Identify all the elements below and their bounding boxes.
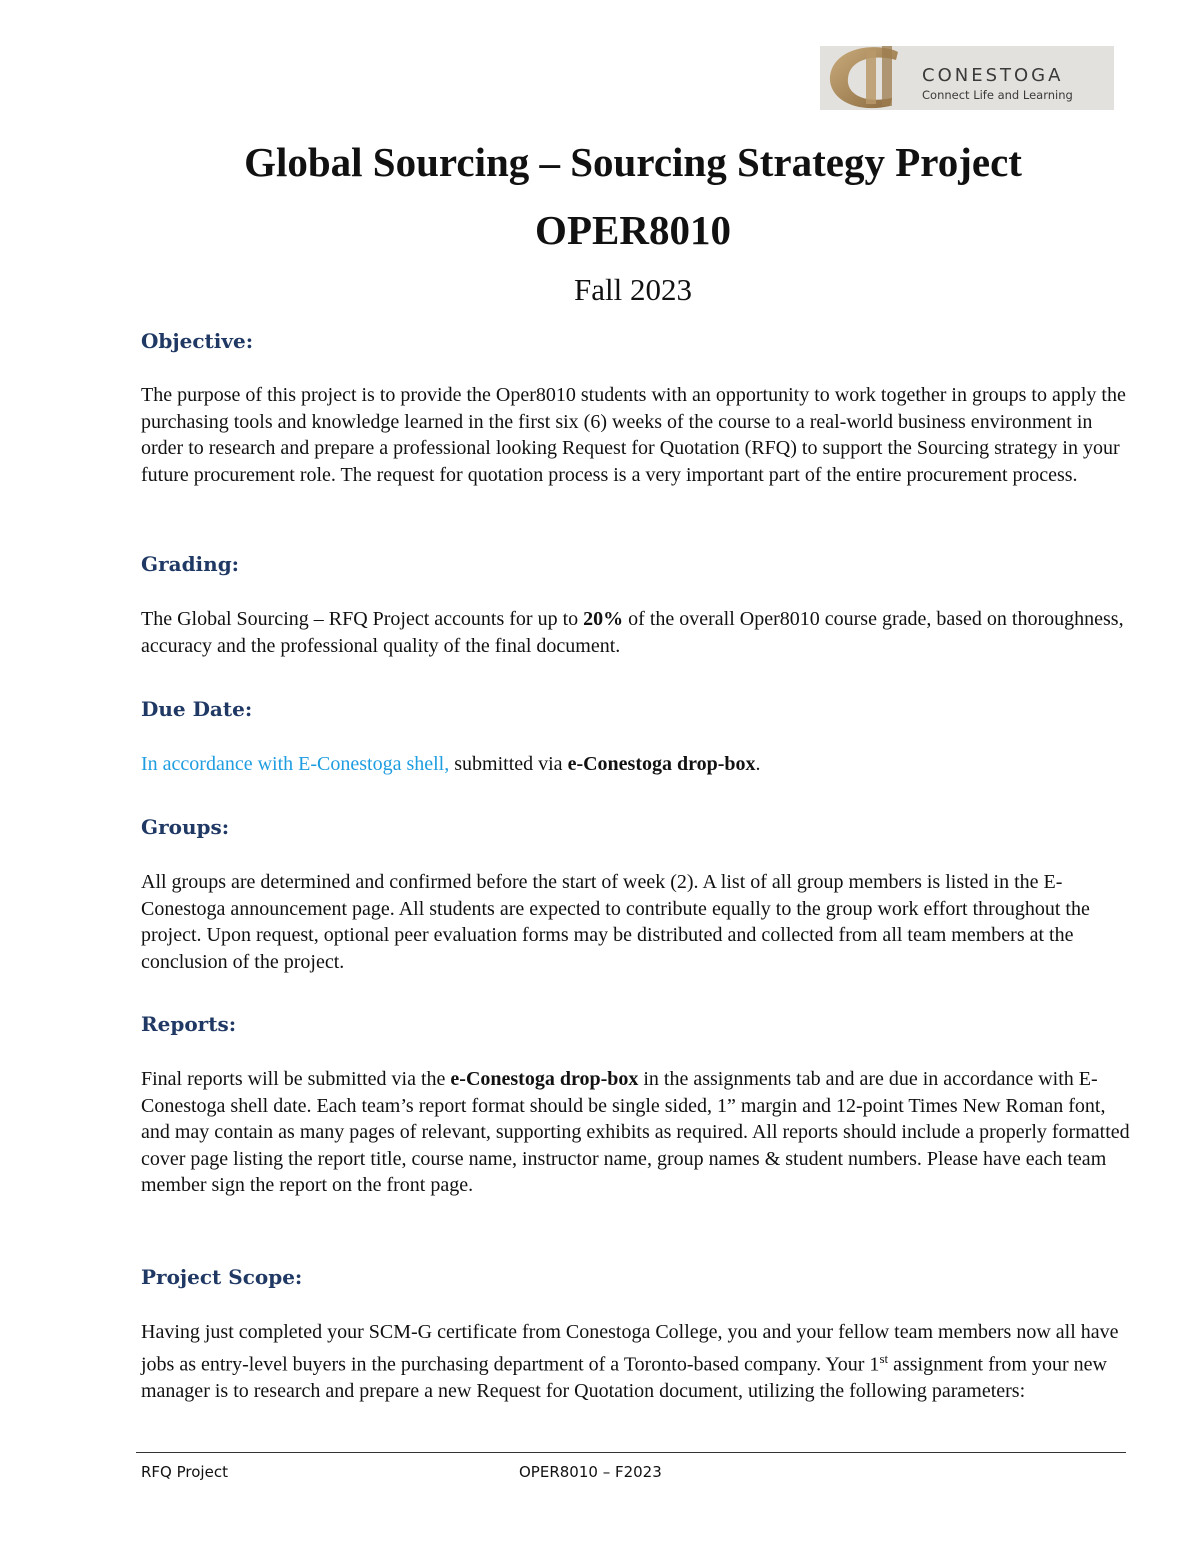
objective-paragraph: The purpose of this project is to provide the Oper8010 students with an opportunity to work together in groups to apply the purchasing tools and knowledge learned in the first six (6) weeks of the course to a real-world business environment in order to research and prepare a professional looking Request for Quotation (RFQ) to support the Sourcing strategy in your future procurement role. The request for quotation process is a very important part of the entire procurement process. xyxy=(141,384,1126,486)
grading-heading: Grading: xyxy=(141,552,240,576)
scope-text-after: assignment from your new manager is to research and prepare a new Request for Quotation document, utilizing the following parameters: xyxy=(141,1353,1107,1402)
scope-superscript: st xyxy=(879,1350,889,1366)
reports-paragraph xyxy=(141,1066,1131,1199)
reports-dropbox: e-Conestoga drop-box xyxy=(450,1068,639,1090)
document-title: Global Sourcing – Sourcing Strategy Project xyxy=(244,139,1022,185)
due-date-middle: submitted via xyxy=(449,753,568,775)
footer-divider xyxy=(136,1452,1126,1453)
logo-name: CONESTOGA xyxy=(922,65,1064,86)
logo-tagline: Connect Life and Learning xyxy=(922,88,1073,102)
due-date-dropbox: e-Conestoga drop-box xyxy=(567,753,756,775)
objective-heading: Objective: xyxy=(141,329,254,353)
course-code: OPER8010 xyxy=(535,207,731,253)
project-scope-heading: Project Scope: xyxy=(141,1265,303,1289)
groups-heading: Groups: xyxy=(141,815,230,839)
grading-text-after: of the overall Oper8010 course grade, based on thoroughness, accuracy and the professional quality of the final document. xyxy=(141,608,1124,657)
grading-text-before: The Global Sourcing – RFQ Project accounts for up to xyxy=(141,608,584,630)
footer-center: OPER8010 – F2023 xyxy=(519,1463,662,1481)
conestoga-c-logo-icon xyxy=(820,46,920,110)
reports-heading: Reports: xyxy=(141,1012,237,1036)
groups-paragraph: All groups are determined and confirmed before the start of week (2). A list of all group members is listed in the E-Conestoga announcement page. All students are expected to contribute equally to the group work effort throughout the project. Upon request, optional peer evaluation forms may be distributed and collected from all team members at the conclusion of the project. xyxy=(141,871,1090,973)
project-scope-paragraph xyxy=(141,1319,1131,1404)
grading-percent: 20% xyxy=(583,608,624,630)
conestoga-logo xyxy=(820,46,1114,110)
due-date-paragraph xyxy=(141,751,1131,778)
due-date-highlight: In accordance with E-Conestoga shell, xyxy=(141,753,450,775)
term: Fall 2023 xyxy=(574,272,692,307)
grading-paragraph xyxy=(141,606,1131,659)
footer-left: RFQ Project xyxy=(141,1463,228,1481)
reports-text-before: Final reports will be submitted via the xyxy=(141,1068,451,1090)
due-date-end: . xyxy=(755,753,761,775)
scope-text-before: Having just completed your SCM-G certificate from Conestoga College, you and your fellow team members now all have jobs as entry-level buyers in the purchasing department of a Toronto-based company. Your 1 xyxy=(141,1321,1119,1376)
reports-text-after: in the assignments tab and are due in accordance with E-Conestoga shell date. Each team’s report format should be single sided, 1” margin and 12-point Times New Roman font, and may contain as many pages of relevant, supporting exhibits as required. All reports should include a properly formatted cover page listing the report title, course name, instructor name, group names & student numbers. Please have each team member sign the report on the front page. xyxy=(141,1068,1130,1197)
due-date-heading: Due Date: xyxy=(141,697,253,721)
